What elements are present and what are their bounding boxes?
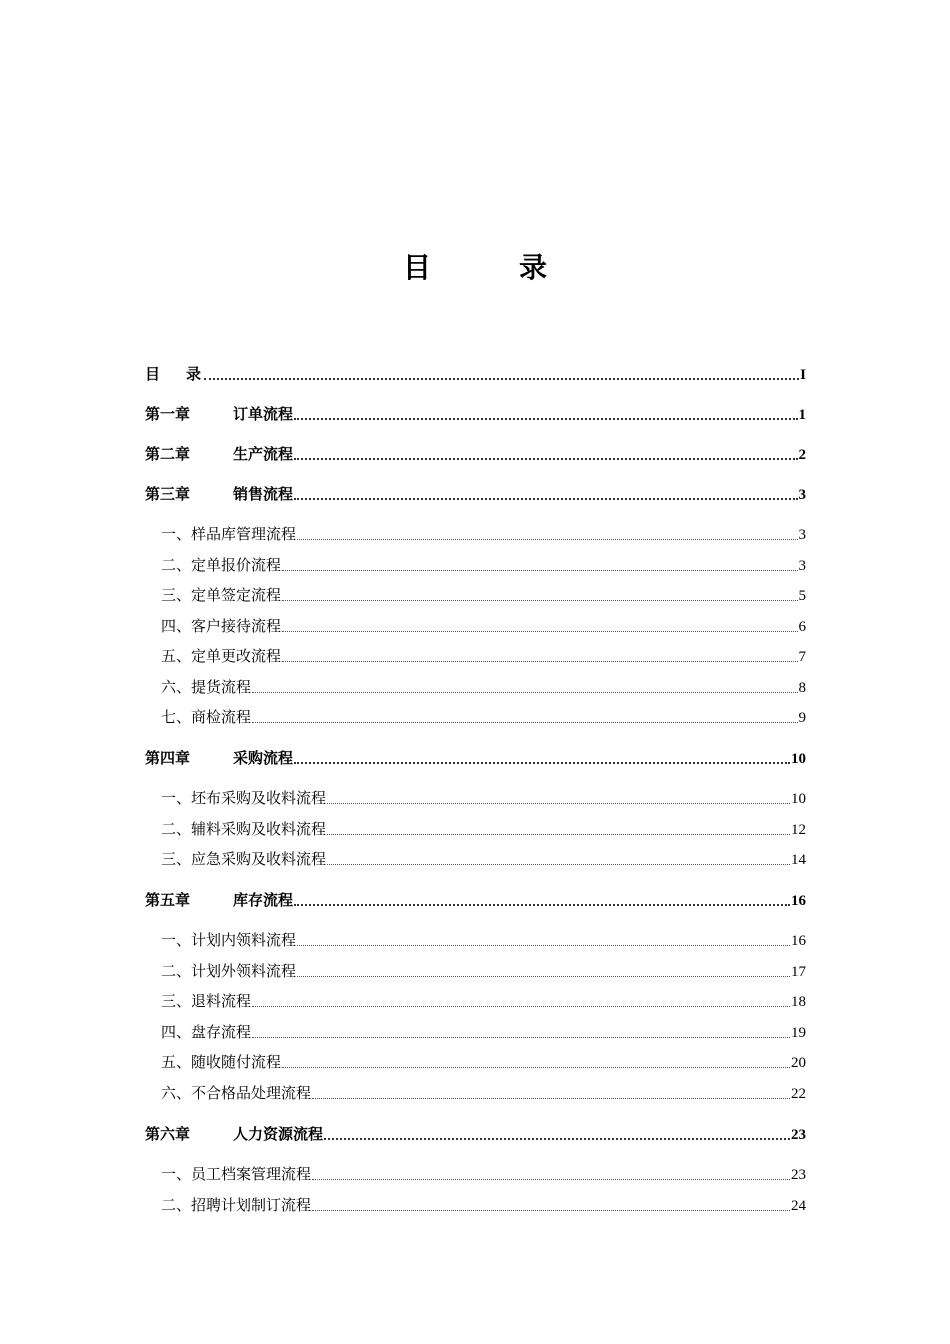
toc-entry-label: 招聘计划制订流程 — [191, 1198, 312, 1214]
toc-section-entry[interactable] — [145, 991, 806, 1011]
toc-entry-number: 六、 — [161, 680, 192, 696]
toc-entry-label: 随收随付流程 — [191, 1055, 282, 1071]
toc-entry-label: 计划内领料流程 — [191, 933, 297, 949]
toc-entry-label: 订单流程 — [233, 407, 294, 423]
toc-entry-label: 辅料采购及收料流程 — [191, 822, 327, 838]
toc-page-number: 23 — [791, 1127, 806, 1143]
toc-entry-number: 一、 — [161, 933, 192, 949]
toc-chapter-entry[interactable] — [145, 1124, 806, 1144]
toc-page-number: 5 — [798, 588, 806, 604]
toc-entry-number: 第三章 — [145, 487, 191, 503]
toc-section-entry[interactable] — [145, 819, 806, 839]
dot-leader — [312, 1082, 790, 1099]
toc-section-entry[interactable] — [145, 555, 806, 575]
toc-page-number: 10 — [791, 751, 806, 767]
toc-page-number: I — [800, 367, 806, 383]
toc-chapter-entry[interactable] — [145, 890, 806, 910]
dot-leader — [282, 554, 797, 571]
toc-page-number: 3 — [798, 527, 806, 543]
toc-page-number: 18 — [791, 994, 806, 1010]
toc-section-entry[interactable] — [145, 1052, 806, 1072]
toc-entry-number: 三、 — [161, 588, 192, 604]
toc-chapter-entry[interactable] — [145, 364, 806, 384]
dot-leader — [297, 523, 797, 540]
toc-page-number: 16 — [791, 893, 806, 909]
toc-page-number: 10 — [791, 791, 806, 807]
toc-page-number: 22 — [791, 1086, 806, 1102]
dot-leader — [297, 960, 790, 977]
dot-leader — [282, 584, 797, 601]
toc-section-entry[interactable] — [145, 707, 806, 727]
toc-entry-number: 一、 — [161, 527, 192, 543]
toc-page-number: 20 — [791, 1055, 806, 1071]
dot-leader — [294, 402, 797, 420]
toc-section-entry[interactable] — [145, 1164, 806, 1184]
dot-leader — [297, 929, 790, 946]
toc-page-number: 1 — [798, 407, 806, 423]
toc-entry-label: 定单报价流程 — [191, 558, 282, 574]
dot-leader — [327, 848, 790, 865]
dot-leader — [204, 362, 799, 380]
toc-entry-number: 第二章 — [145, 447, 191, 463]
toc-entry-label: 样品库管理流程 — [191, 527, 297, 543]
dot-leader — [252, 1021, 790, 1038]
toc-page-number: 2 — [798, 447, 806, 463]
toc-entry-number: 四、 — [161, 1025, 192, 1041]
toc-section-entry[interactable] — [145, 524, 806, 544]
dot-leader — [324, 1122, 790, 1140]
toc-entry-number: 五、 — [161, 649, 192, 665]
toc-section-entry[interactable] — [145, 788, 806, 808]
toc-entry-number: 二、 — [161, 822, 192, 838]
toc-page-number: 19 — [791, 1025, 806, 1041]
dot-leader — [294, 442, 797, 460]
toc-entry-number: 目录 — [145, 367, 228, 383]
toc-entry-label: 提货流程 — [191, 680, 252, 696]
dot-leader — [252, 990, 790, 1007]
toc-entry-number: 二、 — [161, 964, 192, 980]
toc-entry-number: 三、 — [161, 852, 192, 868]
toc-page-number: 7 — [798, 649, 806, 665]
toc-entry-label: 定单签定流程 — [191, 588, 282, 604]
dot-leader — [327, 787, 790, 804]
toc-page-number: 17 — [791, 964, 806, 980]
toc-entry-label: 人力资源流程 — [233, 1127, 324, 1143]
dot-leader — [294, 888, 790, 906]
toc-page-number: 3 — [798, 487, 806, 503]
toc-section-entry[interactable] — [145, 616, 806, 636]
dot-leader — [294, 482, 797, 500]
toc-page-number: 6 — [798, 619, 806, 635]
toc-entry-label: 商检流程 — [191, 710, 252, 726]
toc-section-entry[interactable] — [145, 677, 806, 697]
dot-leader — [312, 1194, 790, 1211]
toc-section-entry[interactable] — [145, 1022, 806, 1042]
dot-leader — [282, 1051, 790, 1068]
toc-page-number: 16 — [791, 933, 806, 949]
toc-entry-label: 采购流程 — [233, 751, 294, 767]
toc-entry-number: 三、 — [161, 994, 192, 1010]
toc-section-entry[interactable] — [145, 646, 806, 666]
toc-entry-number: 五、 — [161, 1055, 192, 1071]
toc-entry-label: 销售流程 — [233, 487, 294, 503]
toc-entry-label: 应急采购及收料流程 — [191, 852, 327, 868]
toc-entry-label: 计划外领料流程 — [191, 964, 297, 980]
toc-chapter-entry[interactable] — [145, 484, 806, 504]
toc-chapter-entry[interactable] — [145, 444, 806, 464]
toc-section-entry[interactable] — [145, 930, 806, 950]
toc-entry-number: 第四章 — [145, 751, 191, 767]
toc-entry-label: 坯布采购及收料流程 — [191, 791, 327, 807]
toc-chapter-entry[interactable] — [145, 404, 806, 424]
toc-page-number: 8 — [798, 680, 806, 696]
page-title: 目 录 — [402, 251, 577, 284]
toc-section-entry[interactable] — [145, 849, 806, 869]
toc-section-entry[interactable] — [145, 1083, 806, 1103]
toc-entry-label: 退料流程 — [191, 994, 252, 1010]
toc-entry-number: 七、 — [161, 710, 192, 726]
dot-leader — [252, 706, 797, 723]
toc-entry-label: 员工档案管理流程 — [191, 1167, 312, 1183]
toc-entry-number: 第六章 — [145, 1127, 191, 1143]
toc-page-number: 9 — [798, 710, 806, 726]
toc-entry-number: 一、 — [161, 1167, 192, 1183]
toc-entry-label: 盘存流程 — [191, 1025, 252, 1041]
toc-entry-number: 二、 — [161, 1198, 192, 1214]
dot-leader — [294, 746, 790, 764]
dot-leader — [282, 615, 797, 632]
toc-chapter-entry[interactable] — [145, 748, 806, 768]
dot-leader — [327, 818, 790, 835]
toc-entry-number: 六、 — [161, 1086, 192, 1102]
toc-section-entry[interactable] — [145, 585, 806, 605]
toc-entry-number: 二、 — [161, 558, 192, 574]
dot-leader — [282, 645, 797, 662]
toc-entry-label: 库存流程 — [233, 893, 294, 909]
toc-entry-label: 定单更改流程 — [191, 649, 282, 665]
toc-page-number: 24 — [791, 1198, 806, 1214]
toc-entry-number: 第一章 — [145, 407, 191, 423]
toc-page-number: 23 — [791, 1167, 806, 1183]
toc-section-entry[interactable] — [145, 1195, 806, 1215]
toc-page-number: 3 — [798, 558, 806, 574]
toc-entry-number: 第五章 — [145, 893, 191, 909]
toc-entry-number: 四、 — [161, 619, 192, 635]
toc-entry-label: 生产流程 — [233, 447, 294, 463]
toc-section-entry[interactable] — [145, 961, 806, 981]
dot-leader — [312, 1163, 790, 1180]
toc-entry-label: 不合格品处理流程 — [191, 1086, 312, 1102]
toc-entry-label: 客户接待流程 — [191, 619, 282, 635]
toc-page-number: 12 — [791, 822, 806, 838]
toc-entry-number: 一、 — [161, 791, 192, 807]
dot-leader — [252, 676, 797, 693]
toc-page-number: 14 — [791, 852, 806, 868]
